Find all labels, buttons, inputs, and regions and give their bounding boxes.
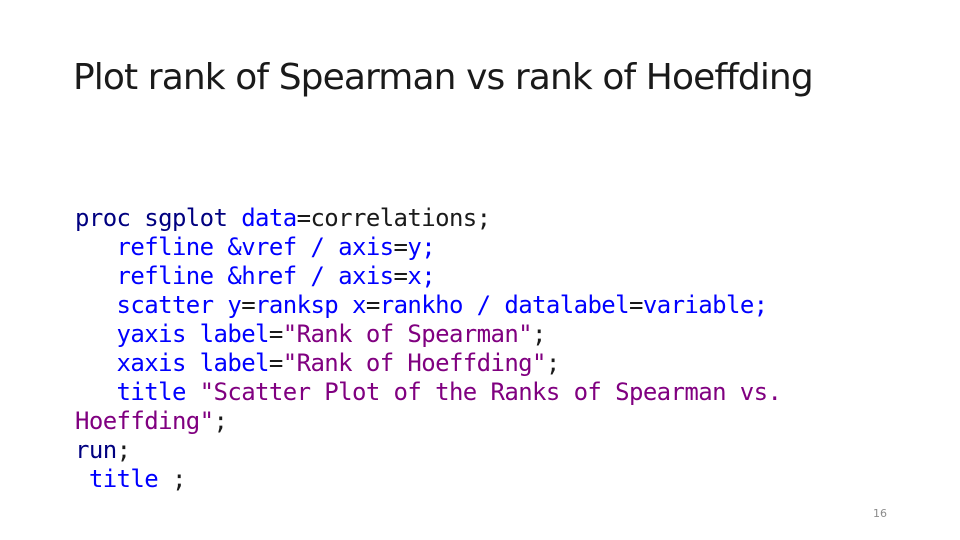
code-token: =	[365, 291, 380, 319]
code-token: data	[241, 204, 297, 232]
code-line	[75, 291, 781, 320]
code-token: xaxis label	[75, 349, 269, 377]
code-token: refline &href / axis	[75, 262, 394, 290]
code-token: yaxis label	[75, 320, 269, 348]
code-token: ;	[545, 349, 560, 377]
code-token: "Rank of Hoeffding"	[282, 349, 546, 377]
code-token	[227, 204, 241, 232]
code-token: ;	[213, 407, 228, 435]
code-line	[75, 320, 781, 349]
code-token: x;	[407, 262, 436, 290]
code-token: proc sgplot	[75, 204, 228, 232]
code-token: title	[75, 378, 200, 406]
code-token: =	[268, 349, 283, 377]
code-token: =	[241, 291, 256, 319]
code-line	[75, 204, 781, 233]
code-line	[75, 262, 781, 291]
code-line	[75, 378, 781, 407]
code-token: =correlations;	[296, 204, 491, 232]
code-token: "Scatter Plot of the Ranks of Spearman vs.	[199, 378, 782, 406]
code-token: =	[393, 262, 408, 290]
code-token: title	[75, 465, 172, 493]
code-token: =	[393, 233, 408, 261]
code-line	[75, 407, 781, 436]
code-token: refline &vref / axis	[75, 233, 394, 261]
code-token: ;	[532, 320, 546, 348]
code-token: ;	[116, 436, 131, 464]
code-token: =	[629, 291, 643, 319]
code-token: Hoeffding"	[75, 407, 214, 435]
slide-title: Plot rank of Spearman vs rank of Hoeffding	[73, 57, 813, 98]
code-token: run	[75, 436, 117, 464]
code-token: variable;	[642, 291, 768, 319]
code-token: scatter y	[75, 291, 242, 319]
code-line	[75, 436, 781, 465]
code-token: rankho / datalabel	[379, 291, 630, 319]
code-line	[75, 233, 781, 262]
code-token: ;	[171, 465, 186, 493]
sas-code-block	[75, 204, 781, 494]
code-token: =	[268, 320, 283, 348]
code-token: "Rank of Spearman"	[282, 320, 533, 348]
code-line	[75, 349, 781, 378]
code-token: ranksp x	[255, 291, 366, 319]
code-token: y;	[407, 233, 436, 261]
code-line	[75, 465, 781, 494]
slide-number: 16	[873, 507, 887, 520]
